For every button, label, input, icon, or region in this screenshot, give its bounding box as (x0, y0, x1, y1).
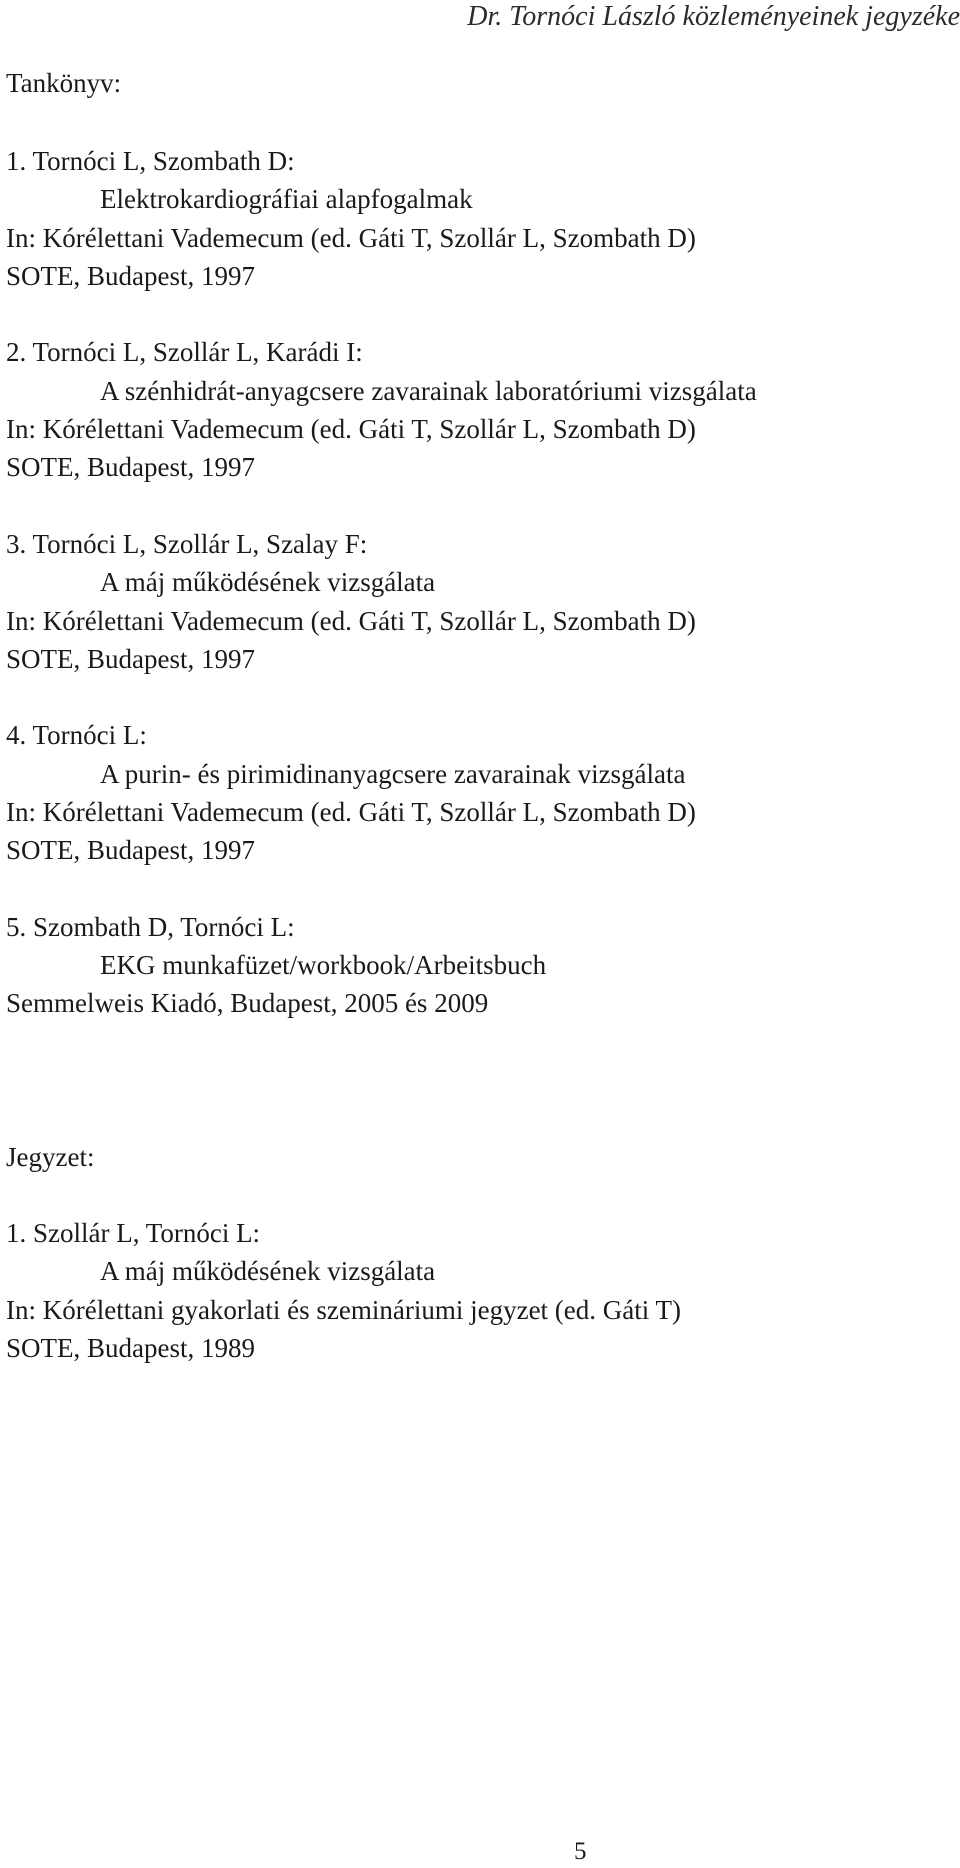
entry-2-authors: 2. Tornóci L, Szollár L, Karádi I: (6, 337, 363, 367)
entry-5-title: EKG munkafüzet/workbook/Arbeitsbuch (100, 950, 547, 980)
page-number: 5 (574, 1838, 587, 1865)
entry-3-authors: 3. Tornóci L, Szollár L, Szalay F: (6, 529, 368, 559)
jegyzet-entry-1-authors: 1. Szollár L, Tornóci L: (6, 1218, 261, 1248)
entry-2-publisher: SOTE, Budapest, 1997 (6, 452, 255, 482)
entry-2-title: A szénhidrát-anyagcsere zavarainak laboratóriumi vizsgálata (100, 376, 757, 406)
entry-5-authors: 5. Szombath D, Tornóci L: (6, 912, 295, 942)
jegyzet-entry-1-publisher: SOTE, Budapest, 1989 (6, 1333, 255, 1363)
jegyzet-entry-1-source: In: Kórélettani gyakorlati és szemináriumi jegyzet (ed. Gáti T) (6, 1295, 682, 1325)
entry-1-source: In: Kórélettani Vademecum (ed. Gáti T, Szollár L, Szombath D) (6, 223, 696, 253)
entry-2-source: In: Kórélettani Vademecum (ed. Gáti T, Szollár L, Szombath D) (6, 414, 696, 444)
entry-1-authors: 1. Tornóci L, Szombath D: (6, 146, 295, 176)
entry-4-authors: 4. Tornóci L: (6, 720, 147, 750)
entry-4-source: In: Kórélettani Vademecum (ed. Gáti T, Szollár L, Szombath D) (6, 797, 696, 827)
entry-3-publisher: SOTE, Budapest, 1997 (6, 644, 255, 674)
entry-4-title: A purin- és pirimidinanyagcsere zavarainak vizsgálata (100, 759, 686, 789)
section-heading-tankonyv: Tankönyv: (6, 68, 122, 98)
entry-3-source: In: Kórélettani Vademecum (ed. Gáti T, Szollár L, Szombath D) (6, 606, 696, 636)
entry-1-title: Elektrokardiográfiai alapfogalmak (100, 184, 473, 214)
jegyzet-entry-1-title: A máj működésének vizsgálata (100, 1256, 436, 1286)
entry-4-publisher: SOTE, Budapest, 1997 (6, 835, 255, 865)
entry-1-publisher: SOTE, Budapest, 1997 (6, 261, 255, 291)
entry-3-title: A máj működésének vizsgálata (100, 567, 436, 597)
document-header-title: Dr. Tornóci László közleményeinek jegyzéke (467, 1, 960, 32)
section-heading-jegyzet: Jegyzet: (6, 1142, 95, 1172)
entry-5-source: Semmelweis Kiadó, Budapest, 2005 és 2009 (6, 988, 489, 1018)
